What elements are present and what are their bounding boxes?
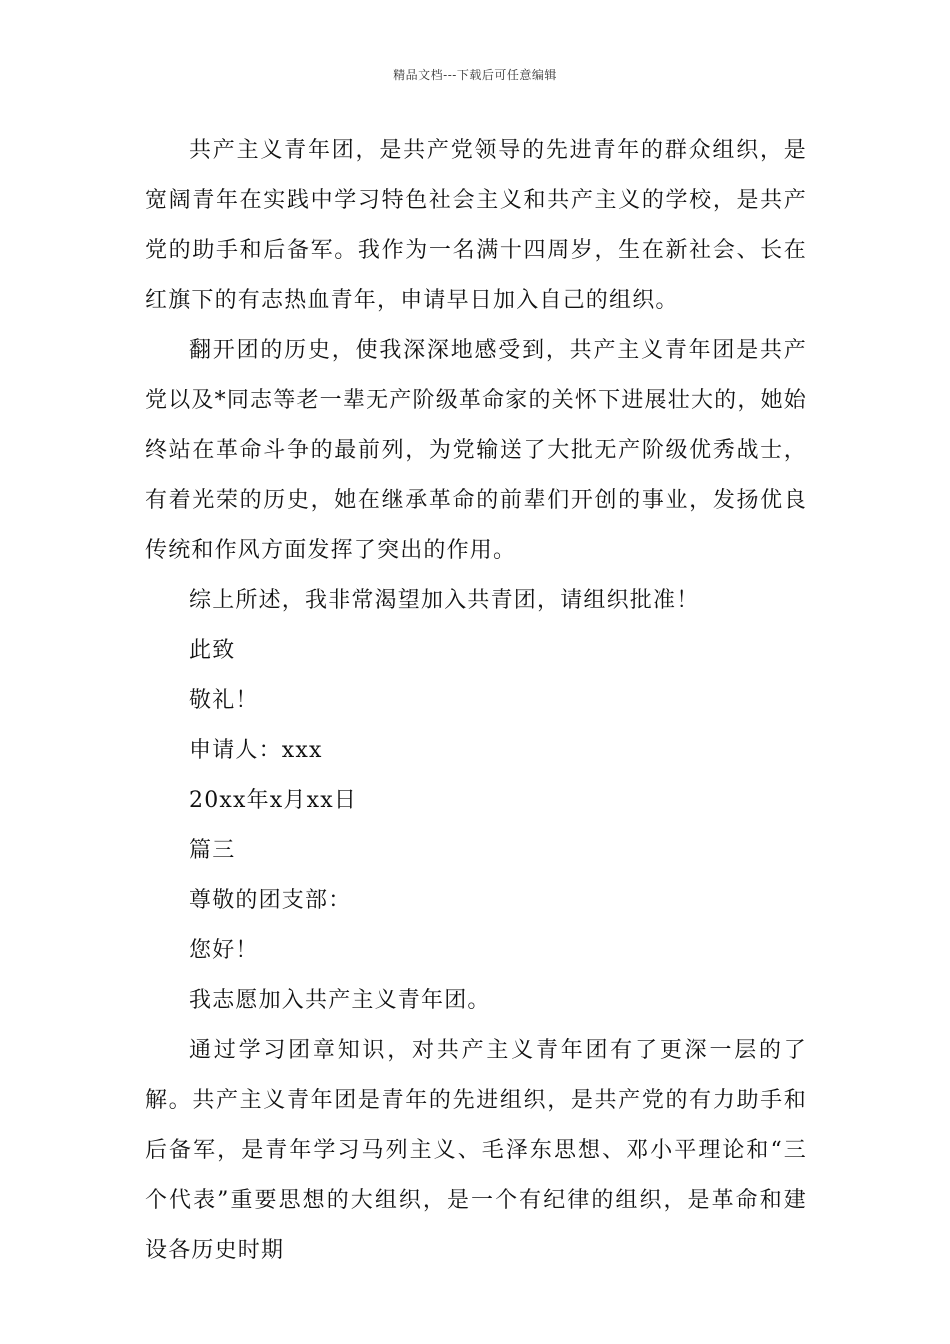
paragraph-intro: 共产主义青年团，是共产党领导的先进青年的群众组织，是宽阔青年在实践中学习特色社会主义和共产主义的学校，是共产党的助手和后备军。我作为一名满十四周岁，生在新社会、长在红旗下的有志热血青年，申请早日加入自己的组织。 bbox=[145, 138, 807, 313]
section-heading: 篇三 bbox=[189, 838, 236, 863]
greeting-hello: 您好！ bbox=[189, 938, 259, 963]
paragraph-history: 翻开团的历史，使我深深地感受到，共产主义青年团是共产党以及*同志等老一辈无产阶级革命家的关怀下进展壮大的，她始终站在革命斗争的最前列，为党输送了大批无产阶级优秀战士，有着光荣的历史，她在继承革命的前辈们开创的事业，发扬优良传统和作风方面发挥了突出的作用。 bbox=[145, 338, 807, 563]
date-line: 20xx年x月xx日 bbox=[189, 788, 358, 813]
paragraph-conclusion: 综上所述，我非常渴望加入共青团，请组织批准！ bbox=[189, 588, 700, 613]
applicant-line: 申请人：xxx bbox=[189, 738, 323, 763]
closing-salutation: 此致 bbox=[189, 638, 236, 663]
closing-regards: 敬礼！ bbox=[189, 688, 259, 713]
greeting-addressee: 尊敬的团支部： bbox=[189, 888, 352, 913]
paragraph-study: 通过学习团章知识，对共产主义青年团有了更深一层的了解。共产主义青年团是青年的先进组织，是共产党的有力助手和后备军，是青年学习马列主义、毛泽东思想、邓小平理论和“三个代表”重要思想的大组织，是一个有纪律的组织，是革命和建设各历史时期 bbox=[145, 1038, 807, 1263]
page-header: 精品文档---下载后可任意编辑 bbox=[393, 68, 557, 82]
paragraph-statement: 我志愿加入共产主义青年团。 bbox=[189, 988, 491, 1013]
document-body bbox=[145, 126, 807, 1276]
